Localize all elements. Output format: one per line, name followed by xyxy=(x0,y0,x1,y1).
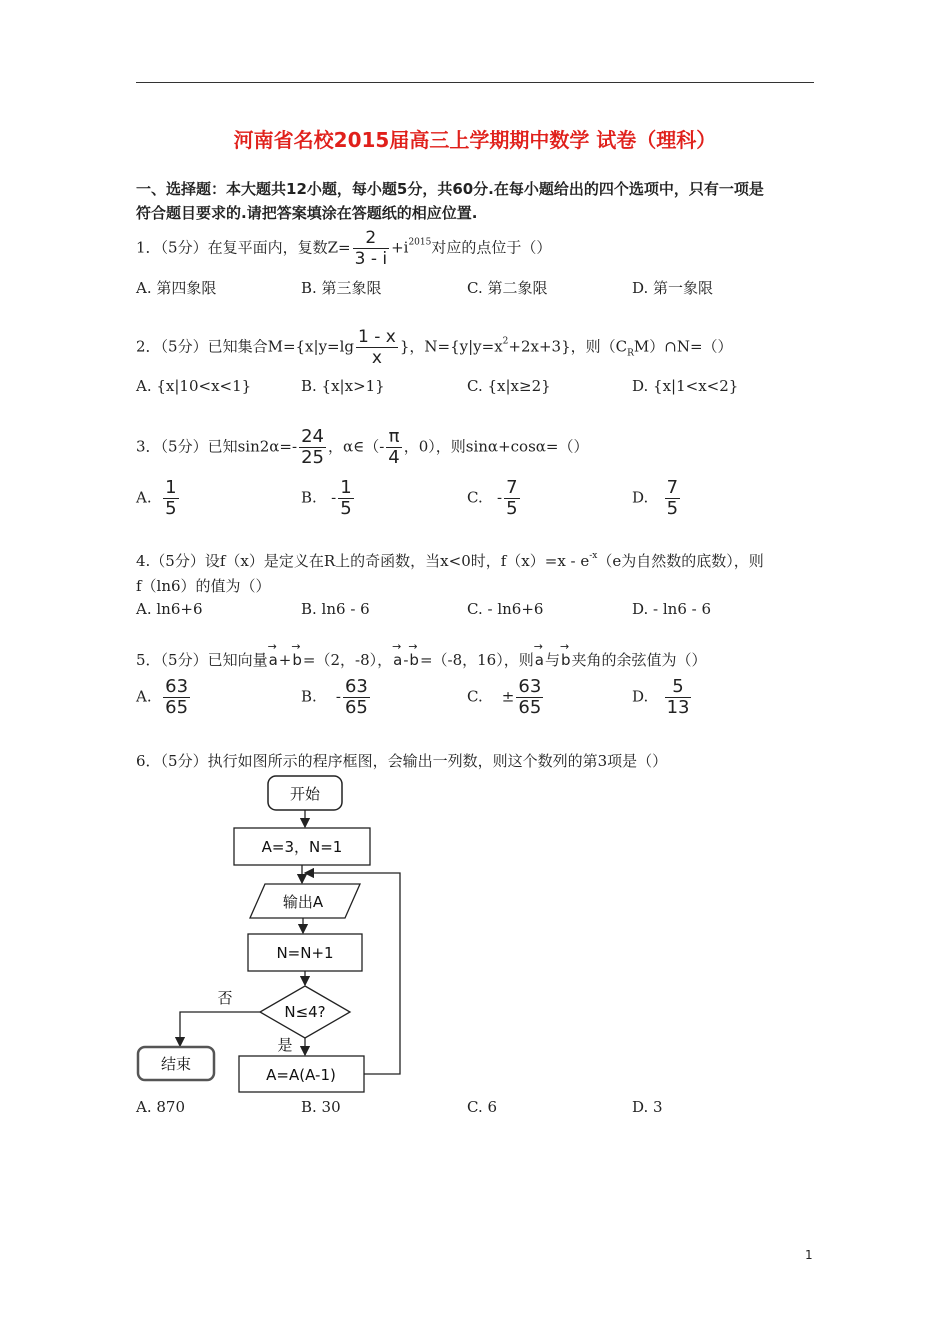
q3-option-d-fraction xyxy=(665,478,680,519)
q1-denominator: 3 - i xyxy=(354,249,388,269)
q5-option-c-den: 65 xyxy=(518,697,542,718)
q5-option-d-num: 5 xyxy=(672,676,684,697)
q2-middle2: +2x+3}，则（C xyxy=(508,337,628,356)
q3-suffix: ，0），则sinα+cosα=（） xyxy=(403,437,589,456)
q4-exponent: -x xyxy=(589,551,598,561)
q2-option-b[interactable]: B. {x|x>1} xyxy=(301,377,385,395)
flow-condition-label: N≤4? xyxy=(284,1003,326,1021)
page-number: 1 xyxy=(805,1248,813,1262)
flow-no-label: 否 xyxy=(217,989,233,1007)
q3-option-d-den: 5 xyxy=(666,498,679,519)
q3-option-d-num: 7 xyxy=(666,477,679,498)
question-3 xyxy=(136,427,588,468)
q5-vector-b-2: → b xyxy=(409,651,419,669)
q1-fraction xyxy=(353,228,389,269)
section-instructions-line1: 一、选择题：本大题共12小题，每小题5分，共60分.在每小题给出的四个选项中，只有一项是 xyxy=(136,180,764,198)
q1-option-d[interactable]: D. 第一象限 xyxy=(632,279,714,297)
q1-numerator: 2 xyxy=(365,228,377,248)
q4-option-a[interactable]: A. ln6+6 xyxy=(136,600,203,618)
q5-option-d-label: D. xyxy=(632,687,649,706)
q5-option-a-num: 63 xyxy=(165,676,189,697)
flow-increment-label: N=N+1 xyxy=(276,944,334,962)
flow-end-label: 结束 xyxy=(160,1055,192,1073)
flow-output-label: 输出A xyxy=(282,893,324,911)
q3-option-c-fraction xyxy=(504,478,519,519)
q3-option-b-num: 1 xyxy=(340,477,352,498)
q5-option-c-num: 63 xyxy=(518,676,542,697)
q3-option-c[interactable] xyxy=(467,478,522,519)
flowchart xyxy=(130,770,420,1100)
q5-vector-b-3: → b xyxy=(561,651,571,669)
q5-suffix: 夹角的余弦值为（） xyxy=(571,651,707,669)
q2-option-c[interactable]: C. {x|x≥2} xyxy=(467,377,551,395)
question-6: 6．（5分）执行如图所示的程序框图，会输出一列数，则这个数列的第3项是（） xyxy=(136,752,668,770)
q1-plus: +i xyxy=(391,238,409,257)
q4-option-c[interactable]: C. - ln6+6 xyxy=(467,600,544,618)
flow-start-label: 开始 xyxy=(289,785,321,803)
question-1 xyxy=(136,228,551,269)
q2-subscript: R xyxy=(627,348,634,359)
q3-option-c-sign: - xyxy=(497,488,503,507)
q5-with: 与 xyxy=(544,651,560,669)
q5-option-c[interactable] xyxy=(467,677,545,718)
q6-option-b[interactable]: B. 30 xyxy=(301,1098,341,1116)
q1-option-c[interactable]: C. 第二象限 xyxy=(467,279,548,297)
q6-option-a[interactable]: A. 870 xyxy=(136,1098,185,1116)
q6-option-d[interactable]: D. 3 xyxy=(632,1098,663,1116)
q5-vector-a-3: → a xyxy=(535,651,544,669)
q3-numerator-1: 24 xyxy=(301,426,324,447)
q5-part1: =（2，-8）， xyxy=(302,651,393,669)
q2-prefix: 2．（5分）已知集合M={x|y=lg xyxy=(136,337,355,356)
q3-option-c-num: 7 xyxy=(506,477,518,498)
question-4-line1 xyxy=(136,550,764,571)
q5-option-a-fraction xyxy=(163,677,190,718)
q3-option-c-label: C. xyxy=(467,488,483,507)
q3-option-a[interactable] xyxy=(136,478,181,519)
q6-option-c[interactable]: C. 6 xyxy=(467,1098,498,1116)
q5-option-a-label: A. xyxy=(136,687,152,706)
q5-option-b-den: 65 xyxy=(344,697,368,718)
q5-plus: + xyxy=(278,651,292,669)
q4-option-d[interactable]: D. - ln6 - 6 xyxy=(632,600,712,618)
q3-option-c-den: 5 xyxy=(506,498,518,519)
q3-option-d[interactable] xyxy=(632,478,682,519)
q2-square: 2 xyxy=(502,336,509,347)
q3-numerator-2: π xyxy=(388,426,400,447)
q5-option-c-fraction xyxy=(516,677,543,718)
q3-option-b-label: B. xyxy=(301,488,317,507)
q3-option-a-den: 5 xyxy=(165,498,177,519)
q4-line1a: 4.（5分）设f（x）是定义在R上的奇函数，当x<0时，f（x）=x - e xyxy=(136,552,590,570)
q2-suffix: M）∩N=（） xyxy=(633,337,733,356)
q5-prefix: 5．（5分）已知向量 xyxy=(136,651,268,669)
q5-vector-b: → b xyxy=(292,651,302,669)
question-5 xyxy=(136,649,707,670)
q5-option-a[interactable] xyxy=(136,677,192,718)
q2-denominator: x xyxy=(356,347,398,368)
q4-option-b[interactable]: B. ln6 - 6 xyxy=(301,600,370,618)
q3-fraction-2 xyxy=(386,427,401,468)
q5-option-d-den: 13 xyxy=(666,697,690,718)
q5-option-c-sign: ± xyxy=(501,687,515,706)
q1-suffix: 对应的点位于（） xyxy=(431,238,552,257)
q3-denominator-2: 4 xyxy=(388,447,400,468)
q5-option-c-label: C. xyxy=(467,687,483,706)
q5-minus: - xyxy=(403,651,409,669)
q3-option-b-sign: - xyxy=(331,488,337,507)
q4-line1b: （e为自然数的底数），则 xyxy=(597,552,764,570)
q3-option-b-den: 5 xyxy=(340,498,352,519)
q1-option-a[interactable]: A. 第四象限 xyxy=(136,279,217,297)
q1-prefix: 1．（5分）在复平面内，复数Z= xyxy=(136,238,351,257)
flow-yes-label: 是 xyxy=(277,1036,293,1054)
q2-numerator: 1 - x xyxy=(358,327,396,347)
q3-option-d-label: D. xyxy=(632,488,649,507)
q3-option-a-label: A. xyxy=(136,488,152,507)
question-2 xyxy=(136,327,733,368)
q5-option-b-num: 63 xyxy=(344,676,368,697)
q1-option-b[interactable]: B. 第三象限 xyxy=(301,279,382,297)
section-instructions-line2: 符合题目要求的.请把答案填涂在答题纸的相应位置. xyxy=(136,204,478,222)
header-rule xyxy=(136,82,814,83)
q3-middle: ，α∈（- xyxy=(327,437,385,456)
q2-middle: }，N={y|y=x xyxy=(399,337,503,356)
q5-option-d[interactable] xyxy=(632,677,693,718)
q5-option-b-sign: - xyxy=(335,687,341,706)
q5-option-d-fraction xyxy=(665,677,692,718)
q2-option-a[interactable]: A. {x|10<x<1} xyxy=(136,377,252,395)
question-4-line2: f（ln6）的值为（） xyxy=(136,577,271,595)
flow-update-label: A=A(A-1) xyxy=(266,1066,336,1084)
q5-option-b[interactable] xyxy=(301,677,372,718)
q3-fraction-1 xyxy=(299,427,326,468)
document-title: 河南省名校2015届高三上学期期中数学 试卷（理科） xyxy=(233,128,717,152)
q2-fraction xyxy=(356,327,398,368)
q5-option-b-fraction xyxy=(343,677,370,718)
q5-option-a-den: 65 xyxy=(165,697,189,718)
q2-option-d[interactable]: D. {x|1<x<2} xyxy=(632,377,739,395)
q5-vector-a-2: → a xyxy=(393,651,402,669)
q5-vector-a: → a xyxy=(269,651,278,669)
q3-option-a-fraction xyxy=(163,478,178,519)
flow-init-label: A=3，N=1 xyxy=(261,838,343,856)
q1-exponent: 2015 xyxy=(408,237,432,248)
q5-option-b-label: B. xyxy=(301,687,317,706)
q3-option-b-fraction xyxy=(338,478,353,519)
flow-arrow-no xyxy=(180,1012,260,1046)
q3-option-a-num: 1 xyxy=(165,477,177,498)
q3-prefix: 3．（5分）已知sin2α=- xyxy=(136,437,298,456)
q5-part2: =（-8，16），则 xyxy=(419,651,534,669)
q3-option-b[interactable] xyxy=(301,478,356,519)
q3-denominator-1: 25 xyxy=(301,447,324,468)
